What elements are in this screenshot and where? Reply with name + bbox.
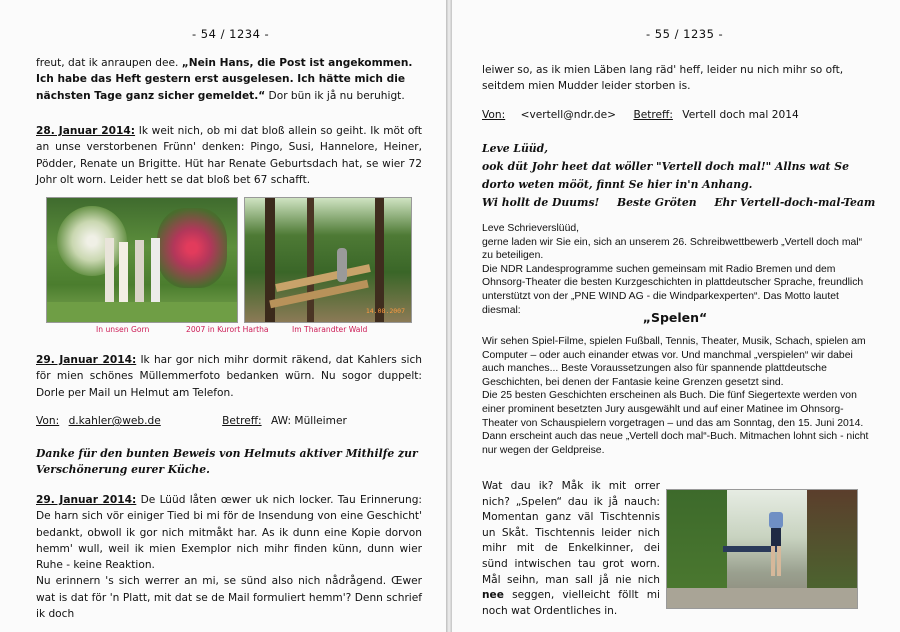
thanks-line: Verschönerung eurer Küche. [36,463,210,477]
forest-photo [244,197,412,323]
entry-date: 29. Januar 2014: [36,354,137,366]
greeting-regards: Beste Gröten [617,196,697,209]
page-number: - 54 / 1234 - [192,27,270,41]
greeting-wish: Wi hollt de Duums! [482,196,600,209]
thanks-line: Danke für den bunten Beweis von Helmuts aktiver Mithilfe zur [36,447,418,460]
entry-date: 28. Januar 2014: [36,125,136,137]
right-page [452,0,900,632]
invitation-body: Leve Schrieverslüüd, gerne laden wir Sie ein, sich an unserem 26. Schreibwettbewerb „Vertell doch mal“ zu beteiligen. Die NDR Landesprogramme suchen gemeinsam mit Radio Bremen und dem Ohnsorg-Theater die besten Kurzgeschichten in plattdeutscher Sprache, freundlich unterstützt von der „PNE WIND AG - die Windparkexperten“. Das Motto lautet diesmal: [482,223,864,316]
entry-text-continued: Nu erinnern 's sich werrer an mi, se sünd also nich nådrågend. Œwer wat is dat för 'n Platt, mit dat se de Mail formuliert hemm'? Denn schrief ik doch [36,575,422,621]
intro-text: freut, dat ik anraupen dee. [36,57,182,69]
intro-quote-line2: Ich habe das Heft gestern erst ausgelesen. Ich hätte mich die [36,73,406,86]
entry-text: De Lüüd låten œwer uk nich locker. Tau Erinnerung: De harn sich vör einiger Tied bi mi för de Insendung von eine Geschicht' bedankt, obwoll ik gor nich mitmåkt har. As ik dunn eine Kopie dorvon hemm' wull, weil ik mien Exemplor nich mihr finden künn, dunn wier Ruhe - keine Reaktion. [36,494,422,572]
from-email[interactable]: <vertell@ndr.de> [520,109,617,121]
greeting-salutation: Leve Lüüd, [482,142,548,155]
continuation-paragraph: leiwer so, as ik mien Läben lang räd' heff, leider nu nich mihr so oft, seitdem mien Mudder leider storben is. [482,64,844,93]
garden-photo [46,197,238,323]
entry-29-jan-b [36,492,422,622]
greeting-block [482,140,882,212]
from-email[interactable]: d.kahler@web.de [68,415,161,427]
caption-garden: In unsen Gorn [96,325,150,334]
from-label: Von: [36,415,60,427]
subject-label: Betreff: [222,415,262,427]
intro-quote-line3: nächsten Tage ganz sicher gemeldet.“ [36,89,266,102]
intro-rest: Dor bün ik jå nu beruhigt. [265,89,405,102]
invitation-details: Wir sehen Spiel-Filme, spielen Fußball, Tennis, Theater, Musik, Schach, spielen am Computer – oder auch einander etwas vor. Und manchmal „verspielen“ wir dabei auch manches... Beste Voraussetzungen also für spannende plattdeutsche Geschichten, bei denen der Fantasie keine Grenzen gesetzt sind. Die 25 besten Geschichten erscheinen als Buch. Die fünf Siegertexte werden von einer prominent besetzten Jury ausgewählt und auf einer Matinee im Ohnsorg-Theater von Schauspielern vorgetragen – und das am Sonntag, den 15. Juni 2014. Dann erscheint auch das neue „Vertell doch mal“-Buch. Mitmachen lohnt sich - nicht nur wegen der Geldpreise. [482,336,869,456]
closing-text: Wat dau ik? Måk ik mit orrer nich? „Spelen“ dau ik jå nauch: Momentan ganz väl Tischtennis un Skåt. Tischtennis leider nich mihr mit de Enkelkinner, dei sünd intwischen tau grot worn. Mål seihn, man sall jå nie nich [482,480,660,586]
page-number: - 55 / 1235 - [646,27,724,41]
mail-header-left [36,413,426,429]
subject-value: AW: Mülleimer [270,415,347,427]
left-page [0,0,446,632]
closing-paragraph [482,479,660,619]
photo-date-stamp: 14.08.2007 [365,307,405,315]
greeting-line: ook düt Johr heet dat wöller "Vertell doch mal!" Allns wat Se [482,160,849,173]
caption-kurort: 2007 in Kurort Hartha [186,325,269,334]
mail-header-right [482,107,880,123]
from-label: Von: [482,109,506,121]
greeting-line: dorto weten mööt, finnt Se hier in'n Anhang. [482,178,753,191]
entry-29-jan-a [36,352,422,401]
entry-text: Ik weit nich, ob mi dat bloß allein so geiht. Ik möt oft an unse verstorbenen Frünn' denken: Pingo, Susi, Hannelore, Heiner, Pödder, Renate un Brigitte. Hüt har Renate Geburtsdach hat, se wier 72 Johr olt worn. Leider hett se dat bloß bet 67 schafft. [36,125,422,186]
subject-label: Betreff: [633,109,673,121]
motto: „Spelen“ [642,310,708,325]
thanks-quote [36,446,426,479]
entry-text: Ik har gor nich mihr dormit räkend, dat Kahlers sich för mien schönes Müllemmerfoto bedanken würn. Nu sogor duppelt: Dorle per Mail un Helmut am Telefon. [36,354,422,399]
intro-paragraph [36,55,426,104]
entry-28-jan [36,123,422,188]
subject-value: Vertell doch mal 2014 [682,109,799,121]
table-tennis-photo [666,489,858,609]
closing-text-end: seggen, vielleicht föllt mi noch wat Ordentliches in. [482,589,660,617]
intro-quote: „Nein Hans, die Post ist angekommen. [181,57,413,69]
greeting-signature: Ehr Vertell-doch-mal-Team [714,196,876,209]
entry-date: 29. Januar 2014: [36,494,137,506]
caption-tharandt: Im Tharandter Wald [292,325,368,334]
closing-emphasis: nee [482,589,504,602]
